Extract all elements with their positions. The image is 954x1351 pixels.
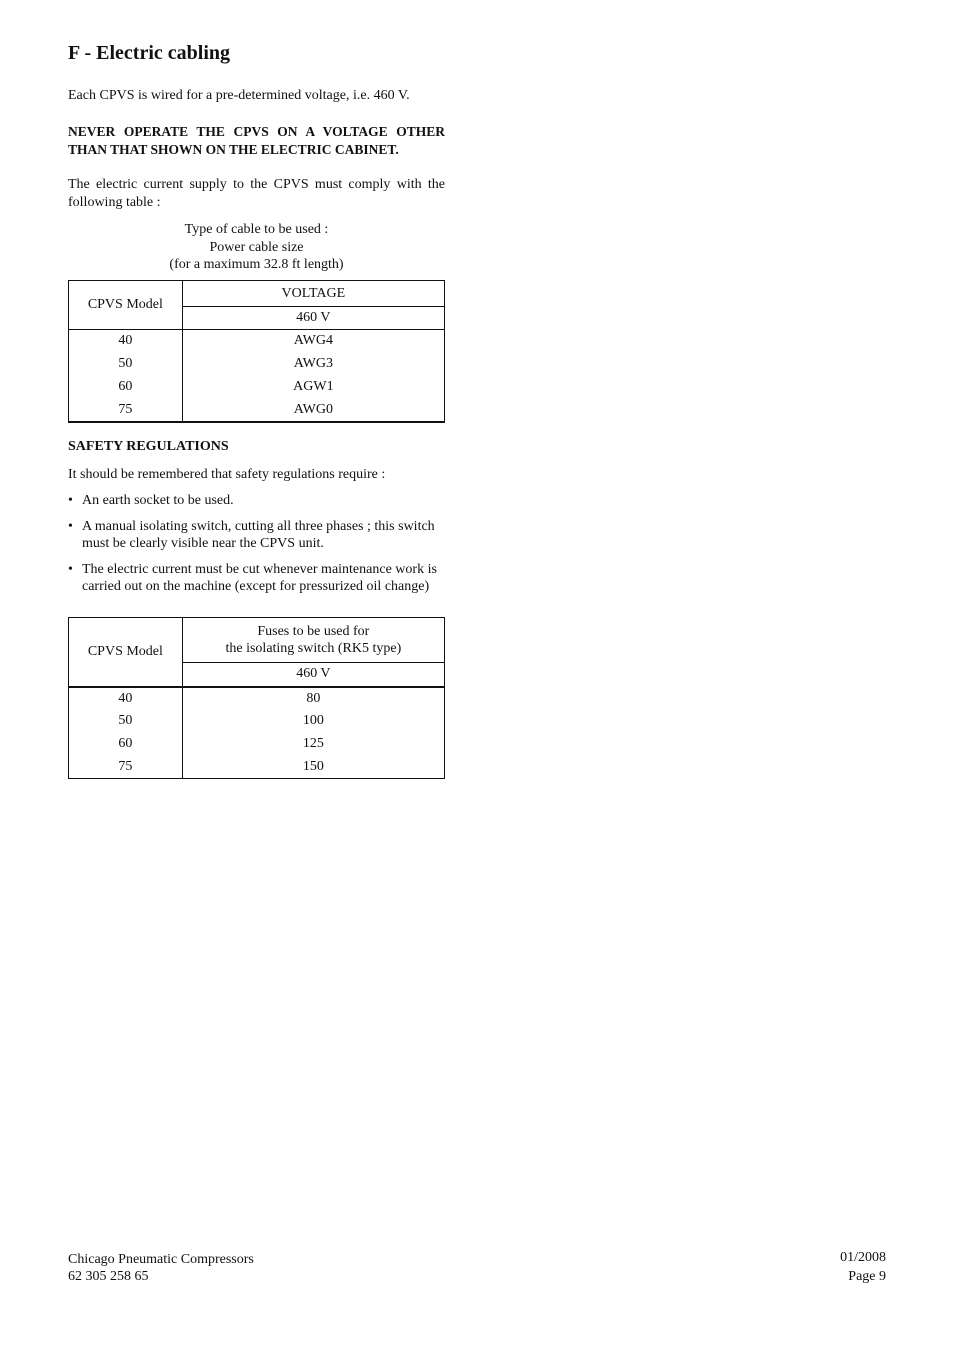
page-number: Page 9 bbox=[848, 1269, 886, 1284]
page-title: F - Electric cabling bbox=[68, 42, 230, 64]
model-cell: 40 bbox=[69, 330, 183, 353]
caption-line-1: Type of cable to be used : bbox=[184, 222, 329, 237]
model-cell: 75 bbox=[69, 399, 183, 422]
model-cell: 50 bbox=[69, 710, 183, 733]
supply-text: The electric current supply to the CPVS must comply with the following table : bbox=[68, 177, 445, 210]
bullet-icon: • bbox=[68, 493, 73, 508]
table-row bbox=[69, 330, 445, 353]
footer-right bbox=[840, 1248, 886, 1286]
cable-cell: AWG0 bbox=[182, 399, 444, 422]
bullet-icon: • bbox=[68, 518, 73, 534]
table-row bbox=[69, 399, 445, 422]
fuse-table bbox=[68, 617, 445, 779]
list-item-text: The electric current must be cut whenever maintenance work is carried out on the machine (except for pressurized oil change) bbox=[82, 561, 437, 594]
model-cell: 75 bbox=[69, 756, 183, 779]
list-item-text: A manual isolating switch, cutting all three phases ; this switch must be clearly visible near the CPVS unit. bbox=[82, 518, 435, 551]
fuse-header-line-2: the isolating switch (RK5 type) bbox=[225, 641, 402, 656]
table-row bbox=[69, 733, 445, 756]
model-cell: 50 bbox=[69, 353, 183, 376]
model-cell: 60 bbox=[69, 376, 183, 399]
footer-company: Chicago Pneumatic Compressors bbox=[68, 1252, 254, 1267]
safety-heading: SAFETY REGULATIONS bbox=[68, 439, 229, 454]
table-row bbox=[69, 687, 445, 710]
fuse-cell: 80 bbox=[182, 687, 444, 710]
model-cell: 60 bbox=[69, 733, 183, 756]
voltage-value-header: 460 V bbox=[182, 307, 444, 330]
table-row bbox=[69, 353, 445, 376]
fuse-cell: 150 bbox=[182, 756, 444, 779]
intro-text: Each CPVS is wired for a pre-determined voltage, i.e. 460 V. bbox=[68, 88, 410, 103]
fuse-header-line-1: Fuses to be used for bbox=[257, 624, 370, 639]
list-item bbox=[68, 561, 445, 596]
fuse-cell: 100 bbox=[182, 710, 444, 733]
fuse-header bbox=[182, 618, 444, 663]
caption-line-2: Power cable size bbox=[209, 239, 304, 255]
fuse-cell: 125 bbox=[182, 733, 444, 756]
cable-cell: AWG3 bbox=[182, 353, 444, 376]
safety-intro: It should be remembered that safety regulations require : bbox=[68, 467, 386, 482]
table-row bbox=[69, 756, 445, 779]
list-item bbox=[68, 518, 445, 553]
cable-size-table bbox=[68, 280, 445, 423]
footer-doc-number: 62 305 258 65 bbox=[68, 1269, 149, 1284]
table-row bbox=[69, 376, 445, 399]
fuse-model-header: CPVS Model bbox=[69, 618, 183, 687]
table-row bbox=[69, 710, 445, 733]
list-item bbox=[68, 492, 445, 510]
safety-list bbox=[68, 492, 445, 604]
model-cell: 40 bbox=[69, 687, 183, 710]
cable-cell: AGW1 bbox=[182, 376, 444, 399]
footer-date: 01/2008 bbox=[840, 1250, 886, 1265]
voltage-warning: NEVER OPERATE THE CPVS ON A VOLTAGE OTHER THAN THAT SHOWN ON THE ELECTRIC CABINET. bbox=[68, 124, 445, 157]
cable-table-caption bbox=[68, 221, 445, 274]
bullet-icon: • bbox=[68, 561, 73, 577]
list-item-text: An earth socket to be used. bbox=[82, 493, 234, 508]
voltage-header: VOLTAGE bbox=[182, 281, 444, 307]
footer-left bbox=[68, 1251, 254, 1285]
cable-cell: AWG4 bbox=[182, 330, 444, 353]
fuse-voltage-header: 460 V bbox=[182, 663, 444, 687]
caption-line-3: (for a maximum 32.8 ft length) bbox=[169, 257, 344, 272]
cable-model-header: CPVS Model bbox=[69, 281, 183, 330]
